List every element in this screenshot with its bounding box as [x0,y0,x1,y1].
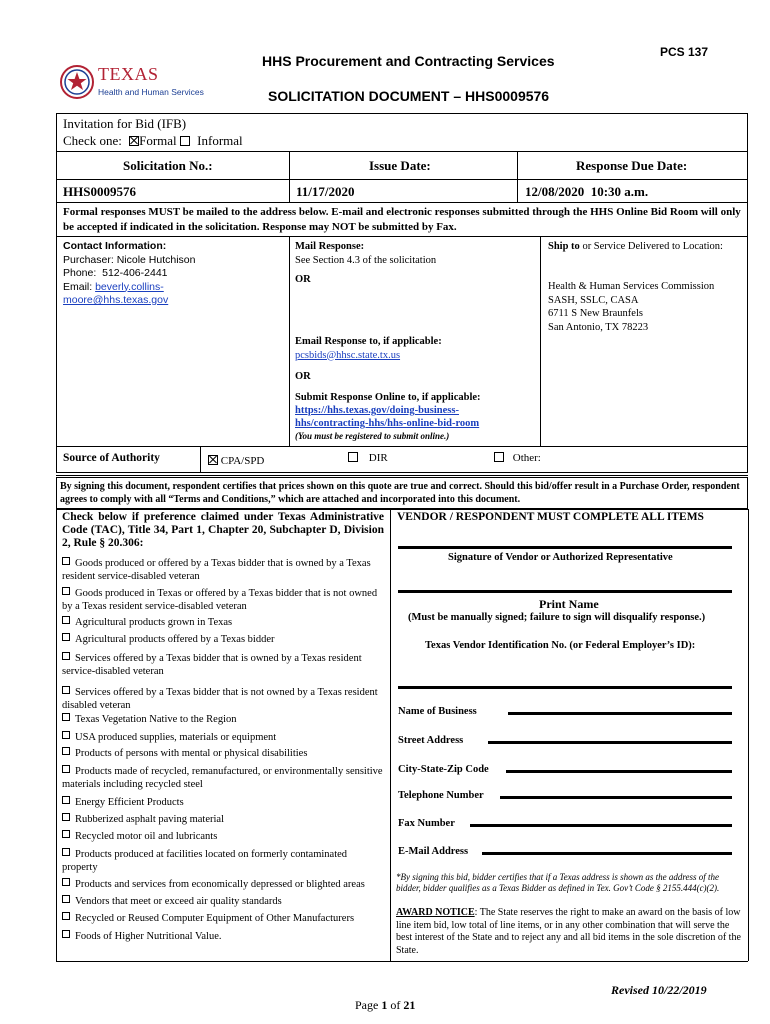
online-response-heading: Submit Response Online to, if applicable: [295,392,481,403]
ship-to-heading: Ship to [548,241,580,252]
logo-word: TEXAS [98,64,159,84]
preference-item [62,652,384,678]
preference-label: Recycled motor oil and lubricants [75,831,218,842]
page-current: 1 [381,998,388,1012]
preference-label: Services offered by a Texas bidder that is owned by a Texas resident service-disabled veteran [62,653,362,677]
preference-checkbox[interactable] [62,616,70,624]
city-state-zip-line[interactable] [506,770,732,773]
preference-item [62,747,384,760]
signature-label: Signature of Vendor or Authorized Representative [448,552,673,563]
texas-seal-icon [60,64,94,100]
preference-checkbox[interactable] [62,930,70,938]
preference-label: Energy Efficient Products [75,797,184,808]
page-number [349,983,415,1013]
ifb-check-row [63,133,243,149]
certification-text: By signing this document, respondent certifies that prices shown on this quote are true and correct. Should this bid/offer result in a Purchase Order, respondent agrees to comply with all “Terms and Conditions,” which are attached and incorporated into this document. [60,481,740,505]
preference-label: Recycled or Reused Computer Equipment of Other Manufacturers [75,913,355,924]
fax-label: Fax Number [398,818,455,829]
preference-label: Agricultural products grown in Texas [75,617,233,628]
preference-item [62,830,384,843]
or-divider-1: OR [295,274,311,285]
issue-date-label: Issue Date: [369,158,431,173]
preference-item [62,796,384,809]
preference-item [62,765,384,791]
preference-label: Agricultural products offered by a Texas bidder [75,634,275,645]
response-due-value: 12/08/2020 10:30 a.m. [525,184,649,199]
street-address-line[interactable] [488,741,732,744]
preference-checkbox[interactable] [62,633,70,641]
ship-to-heading-rest: or Service Delivered to Location: [579,241,723,252]
ship-address-line: Health & Human Services Commission [548,281,715,292]
preference-checkbox[interactable] [62,912,70,920]
online-bid-room-link-cont[interactable]: hhs/contracting-hhs/hhs-online-bid-room [295,418,480,429]
preference-checkbox[interactable] [62,765,70,773]
dir-label: DIR [368,452,388,464]
signature-line[interactable] [398,546,732,549]
other-label: Other: [512,452,541,464]
purchaser-email-link-cont[interactable]: moore@hhs.texas.gov [63,294,169,306]
preference-label: Products of persons with mental or physical disabilities [75,748,308,759]
ship-to-address [548,280,746,334]
preference-item [62,912,384,925]
contact-heading: Contact Information: [63,240,167,252]
preference-item [62,587,384,613]
page-total: 21 [403,998,416,1012]
preference-item [62,686,384,712]
preference-label: Products and services from economically depressed or blighted areas [75,879,365,890]
bids-email-link[interactable]: pcsbids@hhsc.state.tx.us [295,349,401,361]
preference-item [62,930,384,943]
award-notice-text: : The State reserves the right to make an award on the basis of low line item bid, low total of line items, or in any other combination that will serve the best interest of the State and to reject any and all bid items in the sole discretion of the State. [396,907,741,956]
preference-item [62,848,384,874]
print-name-line[interactable] [398,590,732,593]
formal-response-notice: Formal responses MUST be mailed to the address below. E-mail and electronic responses submitted through the HHS Online Bid Room will only be accepted if indicated in the solicitation. Response may NOT be submitted by Fax. [63,206,741,233]
dir-checkbox[interactable] [348,452,358,462]
preference-checkbox[interactable] [62,796,70,804]
solicitation-no-label: Solicitation No.: [123,158,213,173]
cpa-checkbox[interactable] [208,455,218,465]
texas-bidder-note: *By signing this bid, bidder certifies that if a Texas address is shown as the address of the bidder, bidder qualifies as a Texas Bidder as defined in Tex. Gov’t Code § 2155.444(c)(2). [396,872,720,893]
logo-subtitle: Health and Human Services [98,87,204,97]
page-prefix: Page [355,998,382,1012]
or-divider-2: OR [295,371,311,382]
check-one-label: Check one: [63,133,122,148]
mail-response-see: See Section 4.3 of the solicitation [295,254,437,266]
fax-line[interactable] [470,824,732,827]
formal-label: Formal [139,133,177,148]
street-address-label: Street Address [398,735,464,746]
purchaser-email-link[interactable]: beverly.collins- [95,280,164,293]
mail-response [295,240,535,267]
email-response-heading: Email Response to, if applicable: [295,336,442,347]
solicitation-no-value: HHS0009576 [63,184,136,199]
source-of-authority-label: Source of Authority [63,452,160,464]
ship-address-line: San Antonio, TX 78223 [548,321,649,333]
informal-label: Informal [197,133,243,148]
preference-item [62,713,384,726]
email-address-line[interactable] [482,852,732,855]
purchaser-phone: Phone: 512-406-2441 [63,267,168,279]
preference-label: Foods of Higher Nutritional Value. [75,931,222,942]
texas-hhs-logo [60,64,220,104]
preference-checkbox[interactable] [62,848,70,856]
preference-checkbox[interactable] [62,713,70,721]
response-due-label: Response Due Date: [576,158,688,173]
ship-to [548,240,746,254]
other-checkbox[interactable] [494,452,504,462]
ship-address-line: SASH, SSLC, CASA [548,294,639,306]
manual-sign-note: (Must be manually signed; failure to sign will disqualify response.) [408,612,706,623]
page-of: of [387,998,404,1012]
ship-address-line: 6711 S New Braunfels [548,308,643,319]
preference-checkbox[interactable] [62,652,70,660]
business-name-label: Name of Business [398,706,477,717]
mail-response-heading: Mail Response: [295,241,365,252]
preference-checkbox[interactable] [62,895,70,903]
vendor-heading: VENDOR / RESPONDENT MUST COMPLETE ALL ITEMS [397,511,704,523]
ifb-label: Invitation for Bid (IFB) [63,116,187,131]
vendor-id-label: Texas Vendor Identification No. (or Federal Employer’s ID): [425,640,696,651]
online-bid-room-link[interactable]: https://hhs.texas.gov/doing-business- [295,405,459,416]
telephone-label: Telephone Number [398,790,484,801]
preference-label: Goods produced or offered by a Texas bidder that is owned by a Texas resident service-disabled veteran [62,558,371,582]
preference-item [62,813,384,826]
preference-checkbox[interactable] [62,878,70,886]
preference-checkbox[interactable] [62,830,70,838]
preference-checkbox[interactable] [62,747,70,755]
form-number: PCS 137 [660,45,709,59]
preference-checkbox[interactable] [62,587,70,595]
preference-label: USA produced supplies, materials or equipment [75,732,277,743]
preference-checkbox[interactable] [62,813,70,821]
revision-date: Revised 10/22/2019 [611,983,707,997]
authority-other [494,452,541,464]
page-title: HHS Procurement and Contracting Services [262,53,555,69]
informal-checkbox[interactable] [180,136,190,146]
preference-item [62,895,384,908]
award-notice-label: AWARD NOTICE [396,907,475,918]
authority-cpa [208,455,264,467]
contact-info [63,240,283,308]
vendor-id-line[interactable] [398,686,732,689]
preference-item [62,616,384,629]
city-state-zip-label: City-State-Zip Code [398,764,489,775]
authority-dir [348,452,388,464]
award-notice [396,907,744,957]
print-name-label: Print Name [539,597,599,611]
preference-checkbox[interactable] [62,557,70,565]
preference-label: Rubberized asphalt paving material [75,814,224,825]
preference-label: Products produced at facilities located on formerly contaminated property [62,849,348,873]
preference-item [62,878,384,891]
document-subtitle: SOLICITATION DOCUMENT – HHS0009576 [268,88,550,104]
preference-label: Texas Vegetation Native to the Region [75,714,237,725]
preference-label: Services offered by a Texas bidder that is not owned by a Texas resident disabled veteran [62,687,378,711]
preference-heading: Check below if preference claimed under Texas Administrative Code (TAC), Title 34, Part 1, Chapter 20, Subchapter D, Division 2, Rule § 20.306: [62,511,384,549]
preference-item [62,633,384,646]
preference-label: Goods produced in Texas or offered by a Texas bidder that is not owned by a Texas resident service-disabled veteran [62,588,378,612]
preference-checkbox[interactable] [62,731,70,739]
business-name-line[interactable] [508,712,732,715]
telephone-line[interactable] [500,796,732,799]
email-address-label: E-Mail Address [398,846,469,857]
purchaser-name: Purchaser: Nicole Hutchison [63,253,196,266]
preference-item [62,557,384,583]
cpa-label: CPA/SPD [220,455,265,467]
preference-label: Vendors that meet or exceed air quality standards [75,896,282,907]
online-registration-note: (You must be registered to submit online.) [295,431,450,441]
preference-item [62,731,384,744]
preference-checkbox[interactable] [62,686,70,694]
issue-date-value: 11/17/2020 [296,184,355,199]
formal-checkbox[interactable] [129,136,139,146]
email-label: Email: [63,280,96,293]
preference-label: Products made of recycled, remanufactured, or environmentally sensitive materials including recycled steel [62,766,383,790]
